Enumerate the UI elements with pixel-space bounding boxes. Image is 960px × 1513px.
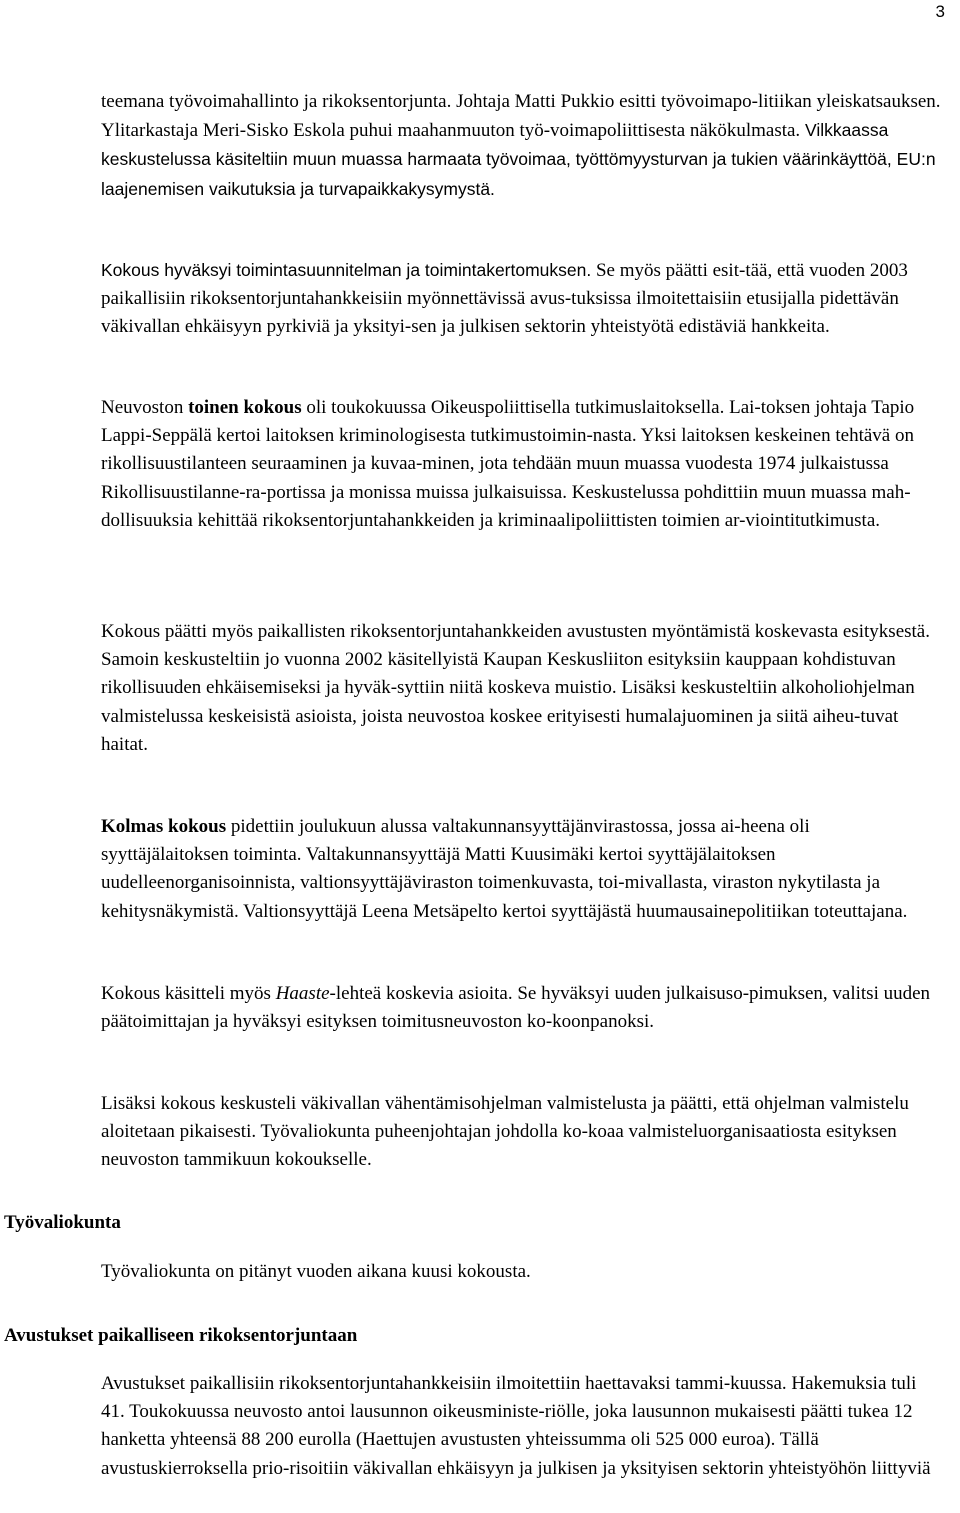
paragraph-2-part-a: Kokous hyväksyi toimintasuunnitelman ja toimintakertomuksen. xyxy=(101,260,592,280)
paragraph-7 xyxy=(101,1090,941,1175)
paragraph-6-part-b: -lehteä koskevia asioita. Se hyväksyi uuden julkaisuso-pimuksen, valitsi uuden päätoimittajan ja hyväksyi esityksen toimitusneuvoston ko-koonpanoksi. xyxy=(101,983,931,1033)
paragraph-4-text: Kokous päätti myös paikallisten rikoksentorjuntahankkeiden avustusten myöntämistä koskevasta esityksestä. Samoin keskusteltiin jo vuonna 2002 käsitellyistä Kaupan Keskusliiton esityksiin kauppaan kohdistuvan rikollisuuden ehkäisemiseksi ja hyväk-syttiin niitä koskeva muistio. Lisäksi keskusteltiin alkoholiohjelman valmistelussa keskeisistä asioista, joista neuvostoa koskee erityisesti humalajuominen ja siitä aiheu-tuvat haitat. xyxy=(101,621,930,755)
paragraph-3 xyxy=(101,394,941,535)
paragraph-5-part-a: pidettiin joulukuun alussa valtakunnansyyttäjänvirastossa, jossa ai-heena oli syyttäjälaitoksen toiminta. Valtakunnansyyttäjä Matti Kuusimäki kertoi syyttäjälaitoksen uudelleenorganisoinnista, valtionsyyttäjäviraston toimenkuvasta, toi-mivallasta, viraston nykytilasta ja kehitysnäkymistä. Valtionsyyttäjä Leena Metsäpelto kertoi syyttäjästä huumausainepolitiikan toteuttajana. xyxy=(101,816,908,922)
paragraph-8-text: Työvaliokunta on pitänyt vuoden aikana kuusi kokousta. xyxy=(101,1261,531,1282)
paragraph-1-part-b: Vilkkaassa keskustelussa käsiteltiin muun muassa harmaata työvoimaa, työttömyysturvan ja tukien väärinkäyttöä, EU:n laajenemisen vaikutuksia ja turvapaikkakysymystä. xyxy=(101,120,936,199)
paragraph-6 xyxy=(101,980,941,1036)
heading-avustukset: Avustukset paikalliseen rikoksentorjuntaan xyxy=(4,1325,358,1346)
paragraph-3-part-b: oli toukokuussa Oikeuspoliittisella tutkimuslaitoksella. Lai-toksen johtaja Tapio Lappi-Seppälä kertoi laitoksen kriminologisesta tutkimustoimin-nasta. Yksi laitoksen keskeinen tehtävä on rikollisuustilanteen seuraaminen ja kuvaa-minen, jota tehdään muun muassa vuodesta 1974 julkaistussa Rikollisuustilanne-ra-portissa ja monissa muissa julkaisuissa. Keskustelussa pohdittiin muun muassa mah-dollisuuksia kehittää rikoksentorjuntahankkeiden ja kriminaalipoliittisten toimien ar-viointitutkimusta. xyxy=(101,397,915,531)
paragraph-6-part-a: Kokous käsitteli myös xyxy=(101,983,276,1004)
paragraph-6-italic: Haaste xyxy=(275,983,330,1004)
heading-tyovaliokunta: Työvaliokunta xyxy=(4,1212,121,1233)
paragraph-5 xyxy=(101,813,941,926)
paragraph-1-part-a: teemana työvoimahallinto ja rikoksentorjunta. Johtaja Matti Pukkio esitti työvoimapo-litiikan yleiskatsauksen. Ylitarkastaja Meri-Sisko Eskola puhui maahanmuuton työ-voimapoliittisesta näkökulmasta. xyxy=(101,91,941,142)
paragraph-3-part-a: Neuvoston xyxy=(101,397,189,418)
paragraph-8 xyxy=(101,1258,941,1286)
paragraph-2 xyxy=(101,256,941,342)
paragraph-4 xyxy=(101,618,941,759)
paragraph-7-text: Lisäksi kokous keskusteli väkivallan vähentämisohjelman valmistelusta ja päätti, että ohjelman valmistelu aloitetaan pikaisesti. Työvaliokunta puheenjohtajan johdolla ko-koaa valmisteluorganisaatiosta esityksen neuvoston tammikuun kokoukselle. xyxy=(101,1093,909,1171)
paragraph-9 xyxy=(101,1370,941,1483)
paragraph-1 xyxy=(101,88,941,204)
paragraph-9-text: Avustukset paikallisiin rikoksentorjuntahankkeisiin ilmoitettiin haettavaksi tammi-kuussa. Hakemuksia tuli 41. Toukokuussa neuvosto antoi lausunnon oikeusministe-riölle, joka lausunnon mukaisesti päätti tukea 12 hanketta yhteensä 88 200 eurolla (Haettujen avustusten yhteissumma oli 525 000 euroa). Tällä avustuskierroksella prio-risoitiin väkivallan ehkäisyyn ja julkisen ja yksityisen sektorin yhteistyöhön liittyviä xyxy=(101,1373,931,1479)
paragraph-2-part-b: Se myös päätti esit-tää, että vuoden 2003 paikallisiin rikoksentorjuntahankkeisiin myönnettävissä avus-tuksissa ilmoitettaisiin etusijalla pidettävän väkivallan ehkäisyyn pyrkiviä ja yksityi-sen ja julkisen sektorin yhteistyötä edistäviä hankkeita. xyxy=(101,260,908,338)
paragraph-3-bold: toinen kokous xyxy=(188,397,302,418)
page-number: 3 xyxy=(935,2,945,21)
paragraph-5-bold: Kolmas kokous xyxy=(101,816,227,837)
